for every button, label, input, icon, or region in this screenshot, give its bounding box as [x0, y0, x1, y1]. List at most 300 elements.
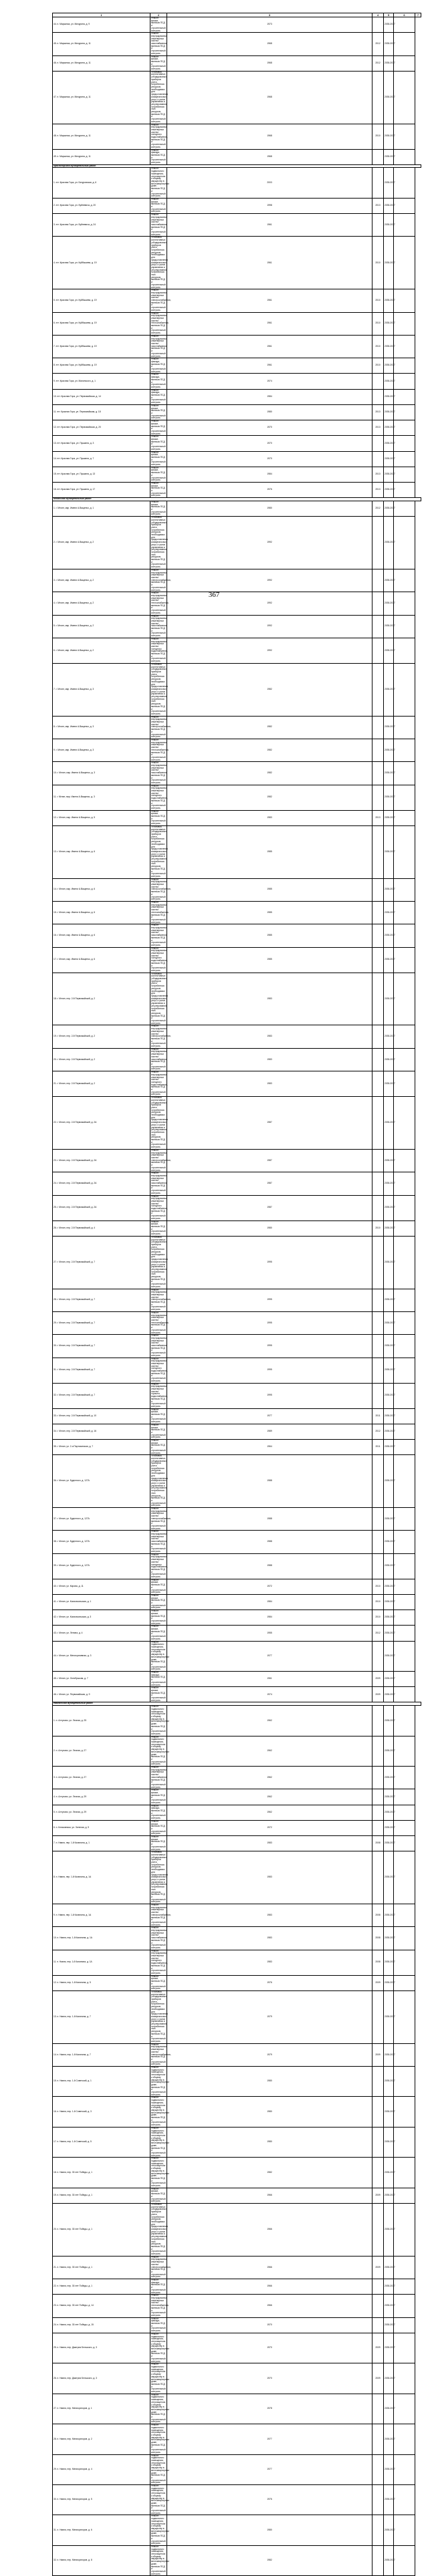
- last-repair-year-cell: [372, 762, 384, 785]
- empty-cell: [394, 71, 415, 124]
- table-row: [53, 1311, 421, 1334]
- build-year-cell: 1977: [167, 2454, 372, 2484]
- empty-cell: [394, 168, 415, 198]
- table-row: [53, 214, 421, 237]
- address-cell: 9. г. Мглин, мкр. Имени А.Ващенко, д. 3: [53, 739, 150, 761]
- program-table: [52, 13, 421, 2576]
- empty-cell: [394, 716, 415, 739]
- last-repair-year-cell: 2009: [372, 2256, 384, 2279]
- build-year-cell: 1983: [167, 1904, 372, 1927]
- address-cell: 40. г. Мглин, ул. Кирова, д. 11: [53, 1579, 150, 1594]
- empty-cell: [394, 2067, 415, 2097]
- work-type-cell: Ремонт внутридомовых инженерных систем горячего водоснабжения, включая ПСД и строительный контроль: [151, 1382, 168, 1408]
- empty-cell: [394, 198, 415, 213]
- plan-period-cell: 2035-2037: [384, 214, 394, 237]
- address-cell: 26. г. Мглин, пер. 2-й Первомайский, д. 4: [53, 1220, 150, 1236]
- work-type-cell: Ремонт внутридомовых инженерных систем холодного водоснабжения, включая ПСД и строительный контроль: [151, 637, 168, 663]
- plan-period-cell: 2035-2037: [384, 1687, 394, 1702]
- plan-period-cell: 2035-2037: [384, 237, 394, 289]
- work-type-cell: Ремонт крыши, включая ПСД и строительный контроль: [151, 481, 166, 497]
- build-year-cell: 1980: [167, 501, 372, 516]
- address-cell: 30. п. Навля, пер. Мелиораторов, д. 5: [53, 2485, 150, 2515]
- table-row: [53, 2515, 421, 2545]
- header-cell: 1: [53, 13, 150, 17]
- build-year-cell: 1983: [167, 973, 372, 1025]
- last-repair-year-cell: 2010: [372, 358, 384, 374]
- work-type-cell: Ремонт внутридомовых инженерных систем газоснабжения, включая ПСД и строительный контроль: [151, 1334, 168, 1357]
- address-cell: 41. г. Мглин, ул. Комсомольская, д. 1: [53, 1594, 150, 1609]
- empty-cell: [394, 1610, 415, 1626]
- table-row: [53, 1789, 421, 1805]
- last-repair-year-cell: [372, 1048, 384, 1071]
- empty-cell: [394, 1048, 415, 1071]
- plan-period-cell: 2035-2037: [384, 1071, 394, 1097]
- work-type-cell: Установка коллективных (общедомовых) приборов учета потребления ресурсов, необходимых для предоставления коммунальных услуг, и узлов управления и регулирования потребления этих ресурсов, включая ПСД и строительный контроль: [151, 236, 168, 289]
- address-cell: 22. г. Мглин, пер. 2-й Первомайский, д. 2А: [53, 1097, 150, 1150]
- plan-period-cell: 2035-2037: [384, 2317, 394, 2333]
- address-cell: 17. п. Навля, пер. 1-й Советский, д. 5: [53, 2127, 150, 2157]
- table-row: [53, 335, 421, 358]
- work-type-cell: Ремонт внутридомовых инженерных систем теплоснабжения, включая ПСД и строительный контроль: [151, 2294, 169, 2317]
- plan-period-cell: 2035-2037: [384, 1626, 394, 1641]
- empty-cell: [394, 482, 415, 497]
- build-year-cell: 1961: [167, 358, 372, 374]
- build-year-cell: 1961: [167, 289, 372, 312]
- address-cell: 5. пгт. Красная Гора, ул. Куйбышева, д. 19: [53, 289, 150, 312]
- plan-period-cell: 2035-2037: [384, 901, 394, 924]
- work-type-cell: Ремонт фасада, включая ПСД и строительный контроль: [151, 148, 166, 164]
- last-repair-year-cell: 2010: [372, 1610, 384, 1626]
- plan-period-cell: 2035-2037: [384, 1335, 394, 1358]
- last-repair-year-cell: [372, 1289, 384, 1311]
- table-row: [53, 1594, 421, 1609]
- table-row: [53, 237, 421, 289]
- work-type-cell: Ремонт подвального помещения, относящегося к общему имуществу в многоквартирном доме, включая ПСД и строительный контроль: [151, 2515, 169, 2545]
- work-type-cell: Ремонт крыши, включая ПСД и строительный контроль: [151, 55, 166, 71]
- table-row: [53, 168, 421, 198]
- table-row: [53, 17, 421, 33]
- work-type-cell: Ремонт внутридомовых инженерных систем газоснабжения, включая ПСД и строительный контроль: [151, 32, 168, 55]
- work-type-cell: Ремонт крыши, включая ПСД и строительный контроль: [151, 1408, 166, 1424]
- build-year-cell: 1980: [167, 2067, 372, 2097]
- work-type-cell: Ремонт подвального помещения, относящегося к общему имуществу в многоквартирном доме, включая ПСД и строительный контроль: [151, 2484, 169, 2515]
- plan-period-cell: 2035-2037: [384, 451, 394, 467]
- address-cell: 6. п. Клюковники, ул. Зеленая, д. 9: [53, 1820, 150, 1835]
- address-cell: 12. г. Мглин, мкр. Имени А.Ващенко, д. 5: [53, 810, 150, 825]
- plan-period-cell: 2035-2037: [384, 1424, 394, 1439]
- last-repair-year-cell: 2009: [372, 1687, 384, 1702]
- last-repair-year-cell: [372, 973, 384, 1025]
- plan-period-cell: 2035-2037: [384, 2295, 394, 2317]
- work-type-cell: Установка коллективных (общедомовых) приборов учета потребления ресурсов, необходимых для предоставления коммунальных услуг, и узлов управления и регулирования потребления этих ресурсов, включая ПСД и строительный контроль: [151, 1851, 168, 1904]
- last-repair-year-cell: [372, 517, 384, 569]
- empty-cell: [394, 2295, 415, 2317]
- empty-cell: [394, 420, 415, 436]
- address-cell: 6. пгт. Красная Гора, ул. Куйбышева, д. 19: [53, 312, 150, 335]
- work-type-cell: Установка коллективных (общедомовых) приборов учета потребления ресурсов, необходимых для предоставления коммунальных услуг, и узлов управления и регулирования потребления этих ресурсов, включая ПСД и строительный контроль: [151, 1990, 168, 2043]
- address-cell: 42. г. Мглин, ул. Комсомольская, д. 3: [53, 1610, 150, 1626]
- table-row: [53, 1927, 421, 1950]
- table-row: [53, 1455, 421, 1508]
- table-row: [53, 1335, 421, 1358]
- build-year-cell: 1977: [167, 2424, 372, 2454]
- build-year-cell: 1966: [167, 2279, 372, 2295]
- table-row: [53, 1220, 421, 1236]
- work-type-cell: Ремонт подвального помещения, относящегося к общему имуществу в многоквартирном доме, включая ПСД и строительный контроль: [151, 2157, 169, 2188]
- last-repair-year-cell: [372, 569, 384, 592]
- plan-period-cell: 2035-2037: [384, 1851, 394, 1904]
- table-row: [53, 2127, 421, 2157]
- build-year-cell: 1972: [167, 1820, 372, 1835]
- address-cell: 10. п. Навля, пер. 1-й Калинина, д. 1А: [53, 1927, 150, 1950]
- last-repair-year-cell: [372, 2203, 384, 2256]
- plan-period-cell: 2035-2037: [384, 2485, 394, 2515]
- plan-period-cell: 2035-2037: [384, 1736, 394, 1766]
- empty-cell: [394, 1408, 415, 1424]
- last-repair-year-cell: 2009: [372, 2043, 384, 2066]
- last-repair-year-cell: [372, 2097, 384, 2127]
- table-row: [53, 2363, 421, 2394]
- last-repair-year-cell: 2009: [372, 2188, 384, 2203]
- empty-cell: [394, 2097, 415, 2127]
- last-repair-year-cell: 2009: [372, 1672, 384, 1687]
- table-row: [53, 2394, 421, 2424]
- empty-cell: [394, 1836, 415, 1851]
- build-year-cell: 1970: [167, 2317, 372, 2333]
- last-repair-year-cell: 2010: [372, 1220, 384, 1236]
- build-year-cell: 1988: [167, 1508, 372, 1531]
- empty-cell: [394, 1071, 415, 1097]
- work-type-cell: Ремонт внутридомовых инженерных систем теплоснабжения, включая ПСД и строительный контроль: [151, 1311, 169, 1334]
- plan-period-cell: 2035-2037: [384, 358, 394, 374]
- address-cell: 21. г. Мглин, пер. 2-й Первомайский, д. 2: [53, 1071, 150, 1097]
- work-type-cell: Ремонт внутридомовых инженерных систем теплоснабжения, включая ПСД и строительный контроль: [151, 738, 169, 761]
- work-type-cell: Ремонт фасада, включая ПСД и строительный контроль: [151, 1671, 166, 1686]
- empty-cell: [394, 1904, 415, 1927]
- plan-period-cell: 2035-2037: [384, 1706, 394, 1736]
- plan-period-cell: 2035-2037: [384, 335, 394, 358]
- address-cell: 25. г. Мглин, пер. 2-й Первомайский, д. 2А: [53, 1195, 150, 1220]
- plan-period-cell: 2035-2037: [384, 762, 394, 785]
- table-row: [53, 1767, 421, 1789]
- build-year-cell: 1961: [167, 335, 372, 358]
- last-repair-year-cell: 2013: [372, 467, 384, 482]
- last-repair-year-cell: [372, 1455, 384, 1508]
- plan-period-cell: 2035-2037: [384, 1904, 394, 1927]
- plan-period-cell: 2035-2037: [384, 1236, 394, 1289]
- plan-period-cell: 2035-2037: [384, 404, 394, 420]
- build-year-cell: 1989: [167, 1424, 372, 1439]
- table-row: [53, 1071, 421, 1097]
- empty-cell: [394, 2454, 415, 2484]
- header-cell: 6: [394, 13, 415, 17]
- empty-cell: [394, 973, 415, 1025]
- build-year-cell: 1985: [167, 924, 372, 947]
- empty-cell: [394, 517, 415, 569]
- empty-cell: [394, 2279, 415, 2295]
- plan-period-cell: 2035-2037: [384, 149, 394, 164]
- last-repair-year-cell: [372, 1236, 384, 1289]
- plan-period-cell: 2035-2037: [384, 1610, 394, 1626]
- work-type-cell: Ремонт внутридомовых инженерных систем электроснабжения, включая ПСД и строительный контроль: [151, 878, 171, 901]
- build-year-cell: 1961: [167, 312, 372, 335]
- table-row: [53, 1553, 421, 1579]
- plan-period-cell: 2035-2037: [384, 1767, 394, 1789]
- last-repair-year-cell: [372, 436, 384, 451]
- last-repair-year-cell: 2009: [372, 2333, 384, 2363]
- plan-period-cell: 2035-2037: [384, 1789, 394, 1805]
- build-year-cell: 1979: [167, 1990, 372, 2043]
- address-cell: 15. пгт. Красная Гора, ул. Пушкина, д. 13: [53, 467, 150, 482]
- work-type-cell: Ремонт крыши, включая ПСД и строительный контроль: [151, 435, 166, 450]
- plan-period-cell: 2035-2037: [384, 2127, 394, 2157]
- plan-period-cell: 2035-2037: [384, 2203, 394, 2256]
- work-type-cell: Ремонт фасада, включая ПСД и строительный контроль: [151, 358, 166, 373]
- address-cell: 17. г. Мглин, мкр. Имени А.Ващенко, д. 6: [53, 947, 150, 973]
- table-row: [53, 2043, 421, 2066]
- address-cell: 48. п. Марьинка, ул. Мичурина, д. 11: [53, 124, 150, 149]
- last-repair-year-cell: 2012: [372, 501, 384, 516]
- last-repair-year-cell: [372, 71, 384, 124]
- address-cell: 12. п. Навля, пер. 1-й Калинина, д. 5: [53, 1975, 150, 1990]
- last-repair-year-cell: [372, 2485, 384, 2515]
- build-year-cell: 1985: [167, 901, 372, 924]
- last-repair-year-cell: [372, 901, 384, 924]
- address-cell: 15. п. Навля, пер. 1-й Советский, д. 1: [53, 2067, 150, 2097]
- build-year-cell: 1983: [167, 1025, 372, 1048]
- table-row: [53, 198, 421, 213]
- empty-cell: [394, 33, 415, 55]
- table-row: [53, 71, 421, 124]
- plan-period-cell: 2035-2037: [384, 374, 394, 389]
- build-year-cell: 1966: [167, 2256, 372, 2279]
- last-repair-year-cell: [372, 947, 384, 973]
- address-cell: 8. п. Навля, пер. 1-й Калинина, д. 1А: [53, 1851, 150, 1904]
- last-repair-year-cell: 2008: [372, 1904, 384, 1927]
- last-repair-year-cell: [372, 638, 384, 663]
- last-repair-year-cell: [372, 1820, 384, 1835]
- address-cell: 7. п. Навля, пер. 1-й Калинина, д. 1: [53, 1836, 150, 1851]
- table-row: [53, 973, 421, 1025]
- last-repair-year-cell: [372, 1706, 384, 1736]
- empty-cell: [394, 289, 415, 312]
- build-year-cell: 1982: [167, 785, 372, 810]
- empty-cell: [394, 312, 415, 335]
- build-year-cell: 1972: [167, 1579, 372, 1594]
- work-type-cell: Установка коллективных (общедомовых) приборов учета потребления ресурсов, необходимых для предоставления коммунальных услуг, и узлов управления и регулирования потребления этих ресурсов, включая ПСД и строительный контроль: [151, 1454, 168, 1507]
- address-cell: 7. г. Мглин, мкр. Имени А.Ващенко, д. 3: [53, 663, 150, 716]
- empty-cell: [394, 1706, 415, 1736]
- build-year-cell: 1984: [167, 467, 372, 482]
- table-row: [53, 1706, 421, 1736]
- last-repair-year-cell: 2010: [372, 312, 384, 335]
- plan-period-cell: 2035-2037: [384, 2256, 394, 2279]
- last-repair-year-cell: [372, 1805, 384, 1820]
- plan-period-cell: 2035-2037: [384, 1172, 394, 1195]
- plan-period-cell: 2035-2037: [384, 33, 394, 55]
- work-type-cell: Ремонт крыши, включая ПСД и строительный контроль: [151, 1789, 166, 1804]
- work-type-cell: Установка коллективных (общедомовых) приборов учета потребления ресурсов, необходимых для предоставления коммунальных услуг, и узлов управления и регулирования потребления этих ресурсов, включая ПСД и строительный контроль: [151, 516, 168, 569]
- build-year-cell: 1966: [167, 2188, 372, 2203]
- address-cell: 4. пгт. Красная Гора, ул. Куйбышева, д. 19: [53, 237, 150, 289]
- table-row: [53, 420, 421, 436]
- plan-period-cell: 2035-2037: [384, 1805, 394, 1820]
- address-cell: 27. п. Навля, пер. Мелиораторов, д. 1: [53, 2394, 150, 2424]
- plan-period-cell: 2035-2037: [384, 825, 394, 878]
- last-repair-year-cell: [372, 1025, 384, 1048]
- last-repair-year-cell: 2010: [372, 1594, 384, 1609]
- table-row: [53, 451, 421, 467]
- empty-cell: [394, 1195, 415, 1220]
- table-row: [53, 404, 421, 420]
- build-year-cell: 1985: [167, 878, 372, 901]
- empty-cell: [394, 2363, 415, 2394]
- last-repair-year-cell: [372, 663, 384, 716]
- address-cell: 11. п. Навля, пер. 1-й Калинина, д. 1А: [53, 1950, 150, 1975]
- empty-cell: [394, 2545, 415, 2575]
- work-type-cell: Ремонт подвального помещения, относящегося к общему имуществу в многоквартирном доме, включая ПСД и строительный контроль: [151, 2363, 169, 2394]
- work-type-cell: Ремонт крыши, включая ПСД и строительный контроль: [151, 466, 166, 482]
- last-repair-year-cell: 2010: [372, 237, 384, 289]
- work-type-cell: Ремонт крыши, включая ПСД и строительный контроль: [151, 404, 166, 420]
- work-type-cell: Ремонт внутридомовых инженерных систем холодного водоснабжения, включая ПСД и строительный контроль: [151, 1553, 168, 1579]
- build-year-cell: 1985: [167, 825, 372, 878]
- table-row: [53, 436, 421, 451]
- work-type-cell: Ремонт крыши, включая ПСД и строительный контроль: [151, 1835, 166, 1851]
- last-repair-year-cell: [372, 2454, 384, 2484]
- work-type-cell: Ремонт внутридомовых инженерных систем теплоснабжения, включая ПСД и строительный контроль: [151, 900, 169, 924]
- empty-cell: [394, 1424, 415, 1439]
- last-repair-year-cell: 2013: [372, 810, 384, 825]
- table-row: [53, 1641, 421, 1671]
- work-type-cell: Ремонт крыши, включая ПСД и строительный контроль: [151, 1593, 166, 1609]
- empty-cell: [394, 2485, 415, 2515]
- empty-cell: [394, 615, 415, 638]
- table-row: [53, 2188, 421, 2203]
- last-repair-year-cell: [372, 2515, 384, 2545]
- build-year-cell: 1980: [167, 2127, 372, 2157]
- address-cell: 14. п. Навля, пер. 1-й Калинина, д. 7: [53, 2043, 150, 2066]
- last-repair-year-cell: 2008: [372, 1927, 384, 1950]
- work-type-cell: Ремонт внутридомовых инженерных систем газоснабжения, включая ПСД и строительный контроль: [151, 1172, 168, 1194]
- last-repair-year-cell: [372, 1097, 384, 1150]
- table-row: [53, 1950, 421, 1975]
- work-type-cell: Ремонт крыши, включая ПСД и строительный контроль: [151, 17, 166, 32]
- last-repair-year-cell: 2010: [372, 335, 384, 358]
- plan-period-cell: 2035-2037: [384, 482, 394, 497]
- build-year-cell: 1979: [167, 2043, 372, 2066]
- last-repair-year-cell: [372, 1335, 384, 1358]
- section-title: Мглинский муниципальный район: [53, 498, 421, 501]
- empty-cell: [394, 569, 415, 592]
- address-cell: 29. п. Навля, пер. Мелиораторов, д. 4: [53, 2454, 150, 2484]
- build-year-cell: 1982: [167, 2545, 372, 2575]
- build-year-cell: 1987: [167, 1097, 372, 1150]
- work-type-cell: Ремонт подвального помещения, относящегося к общему имуществу в многоквартирном доме, включая ПСД и строительный контроль: [151, 1705, 169, 1735]
- empty-cell: [394, 1236, 415, 1289]
- build-year-cell: 1964: [167, 1440, 372, 1455]
- empty-cell: [394, 1553, 415, 1579]
- build-year-cell: 1970: [167, 2363, 372, 2394]
- plan-period-cell: 2035-2037: [384, 947, 394, 973]
- table-row: [53, 1508, 421, 1531]
- build-year-cell: 1987: [167, 1149, 372, 1172]
- address-cell: 9. п. Навля, пер. 1-й Калинина, д. 1А: [53, 1904, 150, 1927]
- empty-cell: [394, 1440, 415, 1455]
- build-year-cell: 1992: [167, 592, 372, 615]
- work-type-cell: Ремонт крыши, включая ПСД и строительный контроль: [151, 1220, 166, 1236]
- plan-period-cell: 2035-2037: [384, 1508, 394, 1531]
- address-cell: 2. г. Мглин, мкр. Имени А.Ващенко, д. 2: [53, 517, 150, 569]
- last-repair-year-cell: [372, 1767, 384, 1789]
- build-year-cell: 1968: [167, 33, 372, 55]
- work-type-cell: Ремонт внутридомовых инженерных систем электроснабжения, включая ПСД и строительный контроль: [151, 568, 171, 592]
- work-type-cell: Установка коллективных (общедомовых) приборов учета потребления ресурсов, необходимых для предоставления коммунальных услуг, и узлов управления и регулирования потребления этих ресурсов, включая ПСД и строительный контроль: [151, 1096, 168, 1149]
- last-repair-year-cell: [372, 2424, 384, 2454]
- build-year-cell: 1983: [167, 810, 372, 825]
- plan-period-cell: 2035-2037: [384, 1820, 394, 1835]
- plan-period-cell: 2035-2037: [384, 1672, 394, 1687]
- table-row: [53, 638, 421, 663]
- build-year-cell: 1976: [167, 482, 372, 497]
- work-type-cell: Ремонт крыши, включая ПСД и строительный контроль: [151, 1686, 166, 1702]
- build-year-cell: 1995: [167, 1335, 372, 1358]
- empty-cell: [394, 1927, 415, 1950]
- plan-period-cell: 2035-2037: [384, 1383, 394, 1408]
- table-row: [53, 785, 421, 810]
- empty-cell: [394, 2515, 415, 2545]
- table-row: [53, 739, 421, 761]
- empty-cell: [394, 901, 415, 924]
- empty-cell: [394, 1672, 415, 1687]
- last-repair-year-cell: [372, 1195, 384, 1220]
- work-type-cell: Ремонт внутридомовых инженерных систем холодного водоснабжения, включая ПСД и строительный контроль: [151, 946, 168, 972]
- work-type-cell: Ремонт фасада, включая ПСД и строительный контроль: [151, 388, 166, 404]
- address-cell: 18. п. Навля, пер. 30 лет Победы, д. 1: [53, 2158, 150, 2188]
- address-cell: 25. п. Навля, пер. Дмитрия Бельского, д. 3: [53, 2333, 150, 2363]
- empty-cell: [394, 335, 415, 358]
- plan-period-cell: 2035-2037: [384, 198, 394, 213]
- table-row: [53, 312, 421, 335]
- empty-cell: [394, 374, 415, 389]
- address-cell: 11. г. Мглин, мкр. Имени А.Ващенко, д. 3: [53, 785, 150, 810]
- table-row: [53, 825, 421, 878]
- address-cell: 8. г. Мглин, мкр. Имени А.Ващенко, д. 3: [53, 716, 150, 739]
- address-cell: 6. г. Мглин, мкр. Имени А.Ващенко, д. 2: [53, 638, 150, 663]
- empty-cell: [394, 1736, 415, 1766]
- last-repair-year-cell: [372, 1990, 384, 2043]
- empty-cell: [394, 1641, 415, 1671]
- last-repair-year-cell: 2013: [372, 198, 384, 213]
- table-row: [53, 149, 421, 164]
- work-type-cell: Ремонт внутридомовых инженерных систем электроснабжения, включая ПСД и строительный контроль: [151, 1288, 171, 1311]
- table-row: [53, 1358, 421, 1383]
- empty-cell: [394, 1805, 415, 1820]
- table-row: [53, 569, 421, 592]
- plan-period-cell: 2035-2037: [384, 2333, 394, 2363]
- plan-period-cell: 2035-2037: [384, 2515, 394, 2545]
- table-row: [53, 1672, 421, 1687]
- address-cell: 20. г. Мглин, пер. 2-й Первомайский, д. 2: [53, 1048, 150, 1071]
- empty-cell: [394, 2424, 415, 2454]
- address-cell: 13. пгт. Красная Гора, ул. Пушкина, д. 3: [53, 436, 150, 451]
- table-row: [53, 55, 421, 71]
- address-cell: 46. г. Мглин, ул. Первомайская, д. 9: [53, 1687, 150, 1702]
- build-year-cell: 1970: [167, 420, 372, 436]
- build-year-cell: 1983: [167, 1851, 372, 1904]
- last-repair-year-cell: [372, 1358, 384, 1383]
- table-row: [53, 2256, 421, 2279]
